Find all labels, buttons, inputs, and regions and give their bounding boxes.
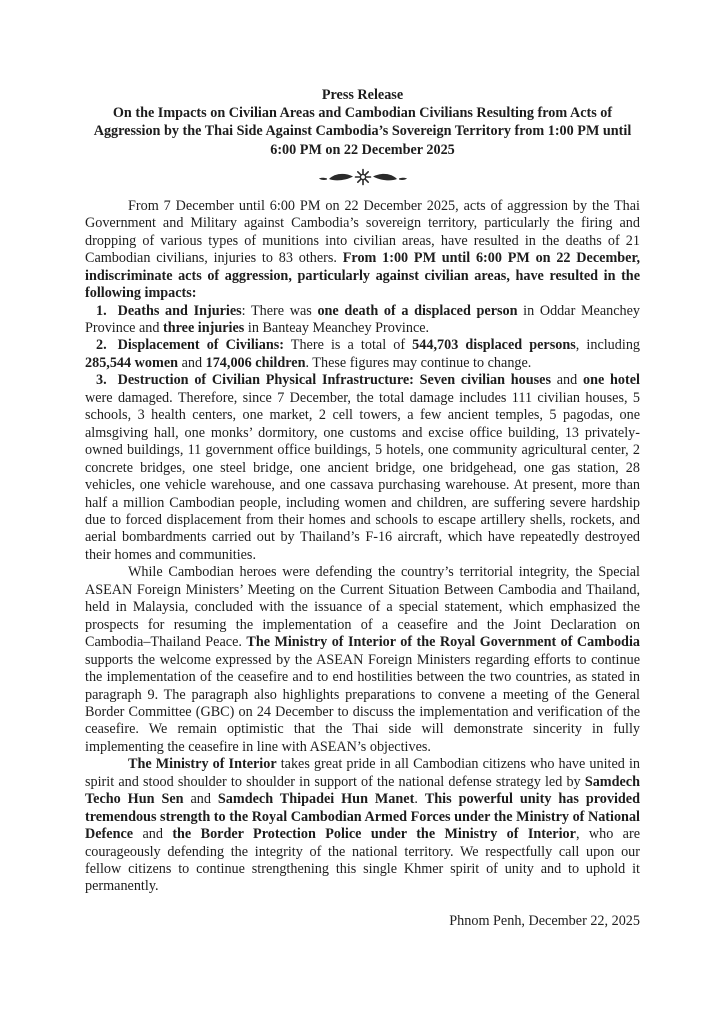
list-number: 1.	[96, 302, 107, 319]
floral-divider-icon	[85, 167, 640, 187]
text-run: .	[414, 791, 425, 808]
bold-text-run: three injuries	[163, 319, 245, 336]
document-header	[85, 86, 640, 159]
text-run: takes great pride in all Cambodian citizens who have united in spirit and stood shoulder to shoulder in support of the national defense strategy led by	[85, 756, 640, 790]
text-run: There is a total of	[283, 337, 413, 354]
text-run: in Oddar Meanchey Province and	[85, 302, 641, 336]
text-run: and	[133, 826, 173, 843]
list-number: 2.	[96, 337, 107, 354]
bold-text-run: Displacement of Civilians:	[117, 337, 284, 354]
bold-text-run: the Border Protection Police under the Ministry of Interior	[172, 826, 576, 843]
dateline: Phnom Penh, December 22, 2025	[449, 912, 640, 929]
text-run: From 7 December until 6:00 PM on 22 December 2025, acts of aggression by the Thai Government and Military against Cambodia’s sovereign territory, particularly the firing and dropping of various types of munitions into civilian areas, have resulted in the deaths of 21 Cambodian civilians, injuries to 83 others.	[85, 197, 640, 267]
text-run: in Banteay Meanchey Province.	[244, 319, 430, 336]
document-kicker: Press Release	[321, 87, 404, 103]
text-run: , including	[575, 337, 641, 354]
list-item	[85, 303, 640, 338]
list-number: 3.	[96, 372, 107, 389]
text-run: and	[183, 791, 218, 808]
bold-text-run: Samdech Thipadei Hun Manet	[217, 791, 415, 808]
list-item	[85, 372, 640, 564]
paragraph	[85, 564, 640, 756]
text-run: supports the welcome expressed by the ASEAN Foreign Ministers regarding efforts to continue the implementation of the ceasefire and to end hostilities between the two countries, as stated in paragraph 9. The paragraph also highlights preparations to convene a meeting of the General Border Committee (GBC) on 24 December to discuss the implementation and verification of the ceasefire. We remain optimistic that the Thai side will demonstrate sincerity in fully implementing the ceasefire in line with ASEAN’s objectives.	[85, 651, 640, 755]
paragraph	[85, 198, 640, 303]
list-item	[85, 337, 640, 372]
text-run: and	[550, 372, 583, 389]
text-run: . These figures may continue to change.	[305, 354, 532, 371]
document-body	[85, 198, 640, 896]
text-run: and	[178, 354, 206, 371]
bold-text-run: one hotel	[583, 372, 640, 389]
bold-text-run: 544,703 displaced persons	[412, 337, 576, 354]
text-run: : There was	[241, 302, 318, 319]
bold-text-run: Destruction of Civilian Physical Infrastructure: Seven civilian houses	[117, 372, 551, 389]
bold-text-run: 174,006 children	[205, 354, 306, 371]
bold-text-run: The Ministry of Interior	[128, 756, 277, 773]
text-run: were damaged. Therefore, since 7 December, the total damage includes 111 civilian houses, 5 schools, 3 health centers, one market, 2 cell towers, a few ancient temples, 5 pagodas, one almsgiving hall, one monks’ dormitory, one customs and excise office building, 13 privately-owned buildings, 11 government office buildings, 5 hotels, one community agricultural center, 2 concrete bridges, one steel bridge, one ancient bridge, one bridgehead, one gas station, 28 vehicles, one vehicle warehouse, and one cassava purchasing warehouse. At present, more than half a million Cambodian people, including women and children, are suffering severe hardship due to forced displacement from their homes and schools to escape artillery shells, rockets, and aerial bombardments carried out by Thailand’s F-16 aircraft, which have repeatedly destroyed their homes and communities.	[85, 389, 640, 563]
bold-text-run: This powerful unity has provided tremendous strength to the Royal Cambodian Armed Forces under the Ministry of National Defence	[85, 791, 640, 843]
paragraph	[85, 756, 640, 896]
bold-text-run: From 1:00 PM until 6:00 PM on 22 December, indiscriminate acts of aggression, particularly against civilian areas, have resulted in the following impacts:	[85, 250, 640, 302]
text-run: , who are courageously defending the integrity of the national territory. We respectfully call upon our fellow citizens to continue strengthening this single Khmer spirit of unity and to uphold it permanently.	[85, 826, 640, 895]
bold-text-run: Samdech Techo Hun Sen	[85, 773, 640, 808]
document-title: On the Impacts on Civilian Areas and Cambodian Civilians Resulting from Acts of Aggression by the Thai Side Against Cambodia’s Sovereign Territory from 1:00 PM until 6:00 PM on 22 December 2025	[93, 105, 632, 158]
text-run: While Cambodian heroes were defending the country’s territorial integrity, the Special ASEAN Foreign Ministers’ Meeting on the Current Situation Between Cambodia and Thailand, held in Malaysia, concluded with the issuance of a special statement, which emphasized the prospects for resuming the implementation of a ceasefire and the Joint Declaration on Cambodia–Thailand Peace.	[85, 564, 640, 651]
bold-text-run: The Ministry of Interior of the Royal Government of Cambodia	[246, 634, 640, 651]
bold-text-run: one death of a displaced person	[317, 302, 518, 319]
bold-text-run: Deaths and Injuries	[117, 302, 242, 319]
bold-text-run: 285,544 women	[85, 354, 179, 371]
